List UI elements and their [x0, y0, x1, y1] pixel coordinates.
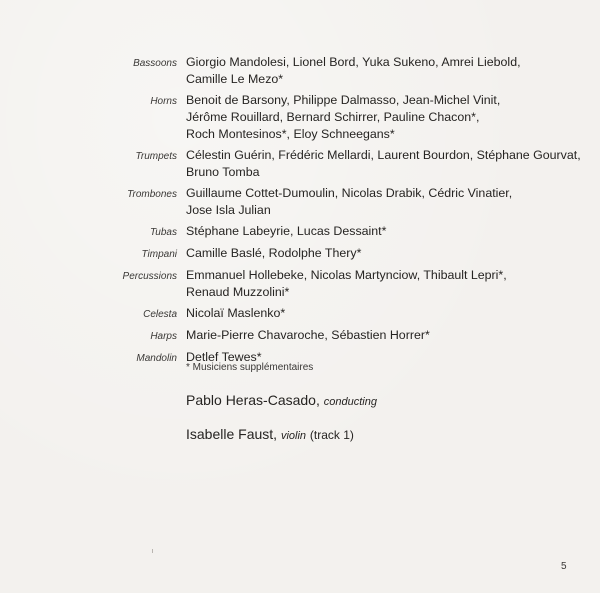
names-line: Jérôme Rouillard, Bernard Schirrer, Pauline Chacon*,: [186, 110, 480, 124]
conductor-role: conducting: [323, 396, 377, 408]
conductor-credit: [186, 392, 377, 408]
role-label: Mandolin: [136, 353, 177, 364]
names-line: Emmanuel Hollebeke, Nicolas Martynciow, Thibault Lepri*,: [186, 268, 507, 282]
names-line: Stéphane Labeyrie, Lucas Dessaint*: [186, 224, 387, 238]
paper-speck: [152, 549, 153, 553]
names-line: Nicolaï Maslenko*: [186, 306, 286, 320]
roster-row-trumpets: [0, 147, 600, 181]
names-line: Benoit de Barsony, Philippe Dalmasso, Jean-Michel Vinit,: [186, 93, 501, 107]
role-label: Trombones: [127, 189, 177, 200]
names-line: Detlef Tewes*: [186, 350, 262, 364]
role-label: Trumpets: [135, 151, 177, 162]
player-names: [186, 305, 546, 322]
names-line: Jose Isla Julian: [186, 203, 271, 217]
names-line: Camille Baslé, Rodolphe Thery*: [186, 246, 362, 260]
player-names: [186, 327, 546, 344]
player-names: [186, 147, 581, 181]
role-label: Timpani: [141, 249, 177, 260]
page-number: 5: [561, 561, 567, 572]
conductor-name: Pablo Heras-Casado,: [186, 392, 320, 408]
roster-row-percussions: [0, 267, 600, 301]
roster-row-horns: [0, 92, 600, 143]
role-label: Bassoons: [133, 58, 177, 69]
soloist-track-note: (track 1): [309, 428, 354, 442]
names-line: Guillaume Cottet-Dumoulin, Nicolas Drabik, Cédric Vinatier,: [186, 186, 513, 200]
names-line: Marie-Pierre Chavaroche, Sébastien Horrer*: [186, 328, 430, 342]
role-label: Percussions: [122, 271, 177, 282]
names-line: Roch Montesinos*, Eloy Schneegans*: [186, 127, 395, 141]
orchestra-roster: [0, 54, 600, 371]
names-line: Camille Le Mezo*: [186, 72, 284, 86]
names-line: Renaud Muzzolini*: [186, 285, 290, 299]
soloist-name: Isabelle Faust,: [186, 426, 278, 442]
player-names: [186, 92, 546, 143]
names-line: Célestin Guérin, Frédéric Mellardi, Laurent Bourdon, Stéphane Gourvat,: [186, 148, 581, 162]
roster-row-celesta: [0, 305, 600, 323]
names-line: Bruno Tomba: [186, 165, 260, 179]
player-names: [186, 245, 546, 262]
roster-row-harps: [0, 327, 600, 345]
roster-row-timpani: [0, 245, 600, 263]
soloist-credit: [186, 426, 354, 442]
roster-row-bassoons: [0, 54, 600, 88]
player-names: [186, 223, 546, 240]
role-label: Horns: [150, 96, 177, 107]
roster-row-trombones: [0, 185, 600, 219]
soloist-instrument: violin: [280, 430, 307, 442]
additional-musicians-footnote: * Musiciens supplémentaires: [186, 362, 314, 373]
roster-row-tubas: [0, 223, 600, 241]
player-names: [186, 267, 546, 301]
player-names: [186, 185, 546, 219]
player-names: [186, 54, 546, 88]
role-label: Tubas: [149, 227, 177, 238]
role-label: Celesta: [143, 309, 177, 320]
role-label: Harps: [150, 331, 177, 342]
names-line: Giorgio Mandolesi, Lionel Bord, Yuka Sukeno, Amrei Liebold,: [186, 55, 521, 69]
